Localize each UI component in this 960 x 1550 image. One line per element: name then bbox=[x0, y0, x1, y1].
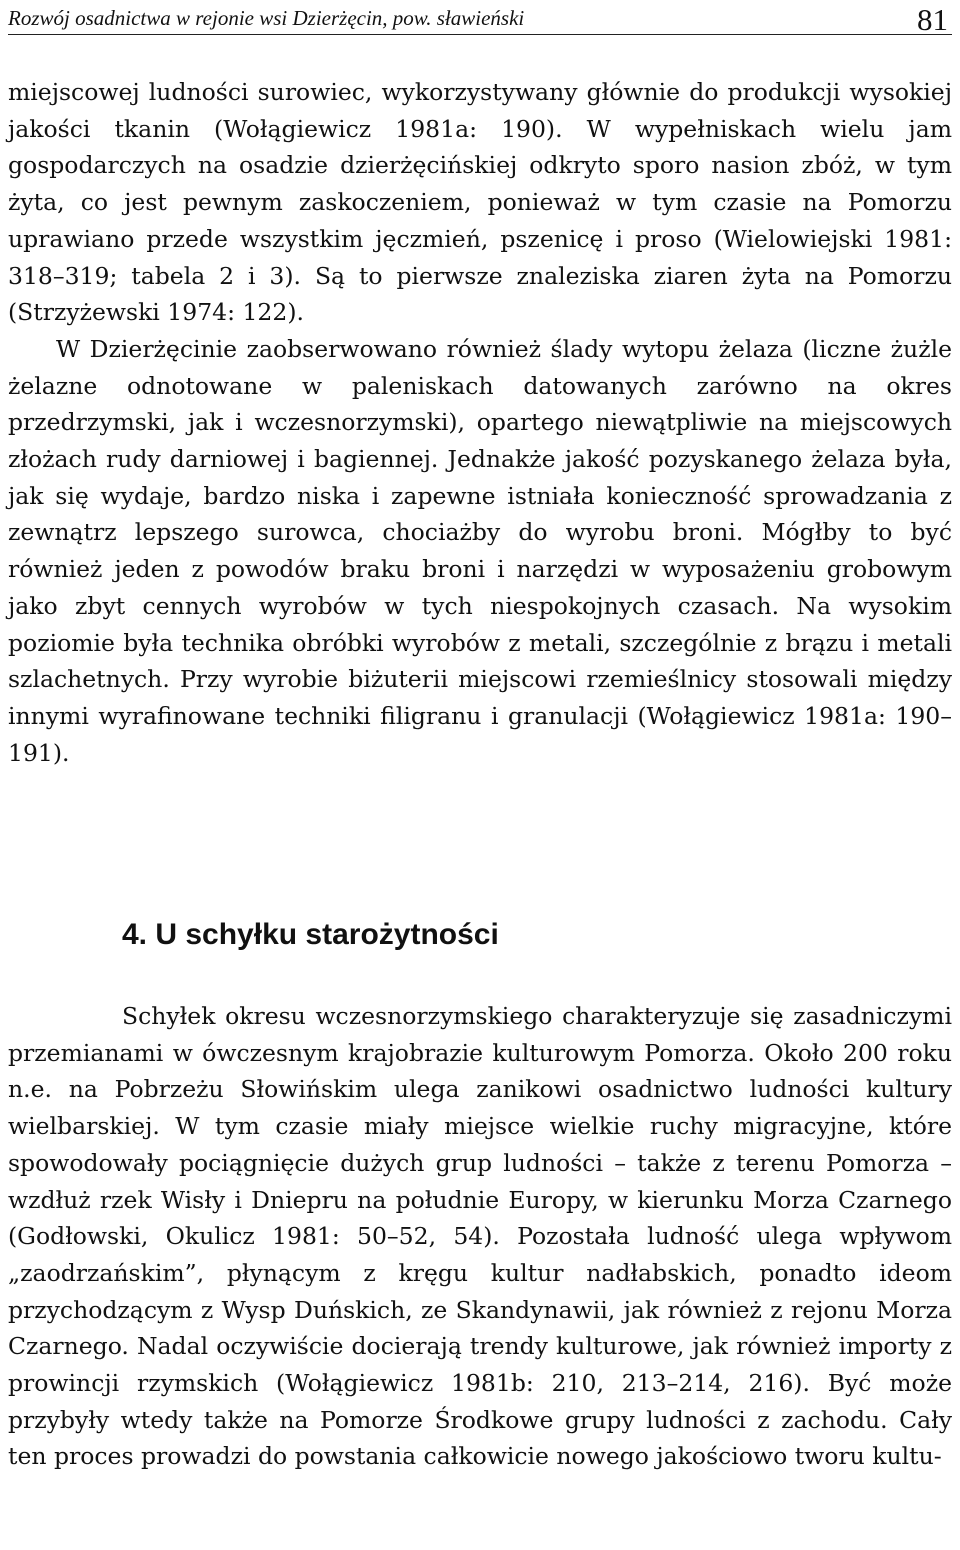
body-text-upper bbox=[8, 74, 952, 771]
page-number: 81 bbox=[917, 2, 948, 37]
paragraph-continuation: miejscowej ludności surowiec, wykorzystywany głównie do produkcji wysokiej jakości tkanin (Wołągiewicz 1981a: 190). W wypełniskach wielu jam gospodarczych na osadzie dzierżęcińskiej odkryto sporo nasion zbóż, w tym żyta, co jest pewnym zaskoczeniem, ponieważ w tym czasie na Pomorzu uprawiano przede wszystkim jęczmień, pszenicę i proso (Wielowiejski 1981: 318–319; tabela 2 i 3). Są to pierwsze znaleziska ziaren żyta na Pomorzu (Strzyżewski 1974: 122). bbox=[8, 78, 952, 327]
running-header bbox=[8, 2, 952, 35]
paragraph-late-antiquity: Schyłek okresu wczesnorzymskiego charakteryzuje się zasadniczymi przemianami w ówczesnym krajobrazie kulturowym Pomorza. Około 200 roku n.e. na Pobrzeżu Słowińskim ulega zanikowi osadnictwo ludności kultury wielbarskiej. W tym czasie miały miejsce wielkie ruchy migracyjne, które spowodowały pociągnięcie dużych grup ludności – także z terenu Pomorza – wzdłuż rzek Wisły i Dniepru na południe Europy, w kierunku Morza Czarnego (Godłowski, Okulicz 1981: 50–52, 54). Pozostała ludność ulega wpływom „zaodrzańskim”, płynącym z kręgu kultur nadłabskich, ponadto ideom przychodzącym z Wysp Duńskich, ze Skandynawii, jak również z rejonu Morza Czarnego. Nadal oczywiście docierają trendy kulturowe, jak również importy z prowincji rzymskich (Wołągiewicz 1981b: 210, 213–214, 216). Być może przybyły wtedy także na Pomorze Środkowe grupy ludności z zachodu. Cały ten proces prowadzi do powstania całkowicie nowego jakościowo tworu kultu- bbox=[8, 1002, 952, 1471]
section-heading: 4. U schyłku starożytności bbox=[122, 918, 499, 951]
body-text-lower bbox=[8, 998, 952, 1475]
running-title: Rozwój osadnictwa w rejonie wsi Dzierżęcin, pow. sławieński bbox=[8, 6, 525, 30]
paragraph-iron-smelting: W Dzierżęcinie zaobserwowano również ślady wytopu żelaza (liczne żużle żelazne odnotowane w paleniskach datowanych zarówno na okres przedrzymski, jak i wczesnorzymski), opartego niewątpliwie na miejscowych złożach rudy darniowej i bagiennej. Jednakże jakość pozyskanego żelaza była, jak się wydaje, bardzo niska i zapewne istniała konieczność sprowadzania z zewnątrz lepszego surowca, chociażby do wyrobu broni. Mógłby to być również jeden z powodów braku broni i narzędzi w wyposażeniu grobowym jako zbyt cennych wyrobów w tych niespokojnych czasach. Na wysokim poziomie była technika obróbki wyrobów z metali, szczególnie z brązu i metali szlachetnych. Przy wyrobie biżuterii miejscowi rzemieślnicy stosowali między innymi wyrafinowane techniki filigranu i granulacji (Wołągiewicz 1981a: 190–191). bbox=[8, 334, 952, 767]
